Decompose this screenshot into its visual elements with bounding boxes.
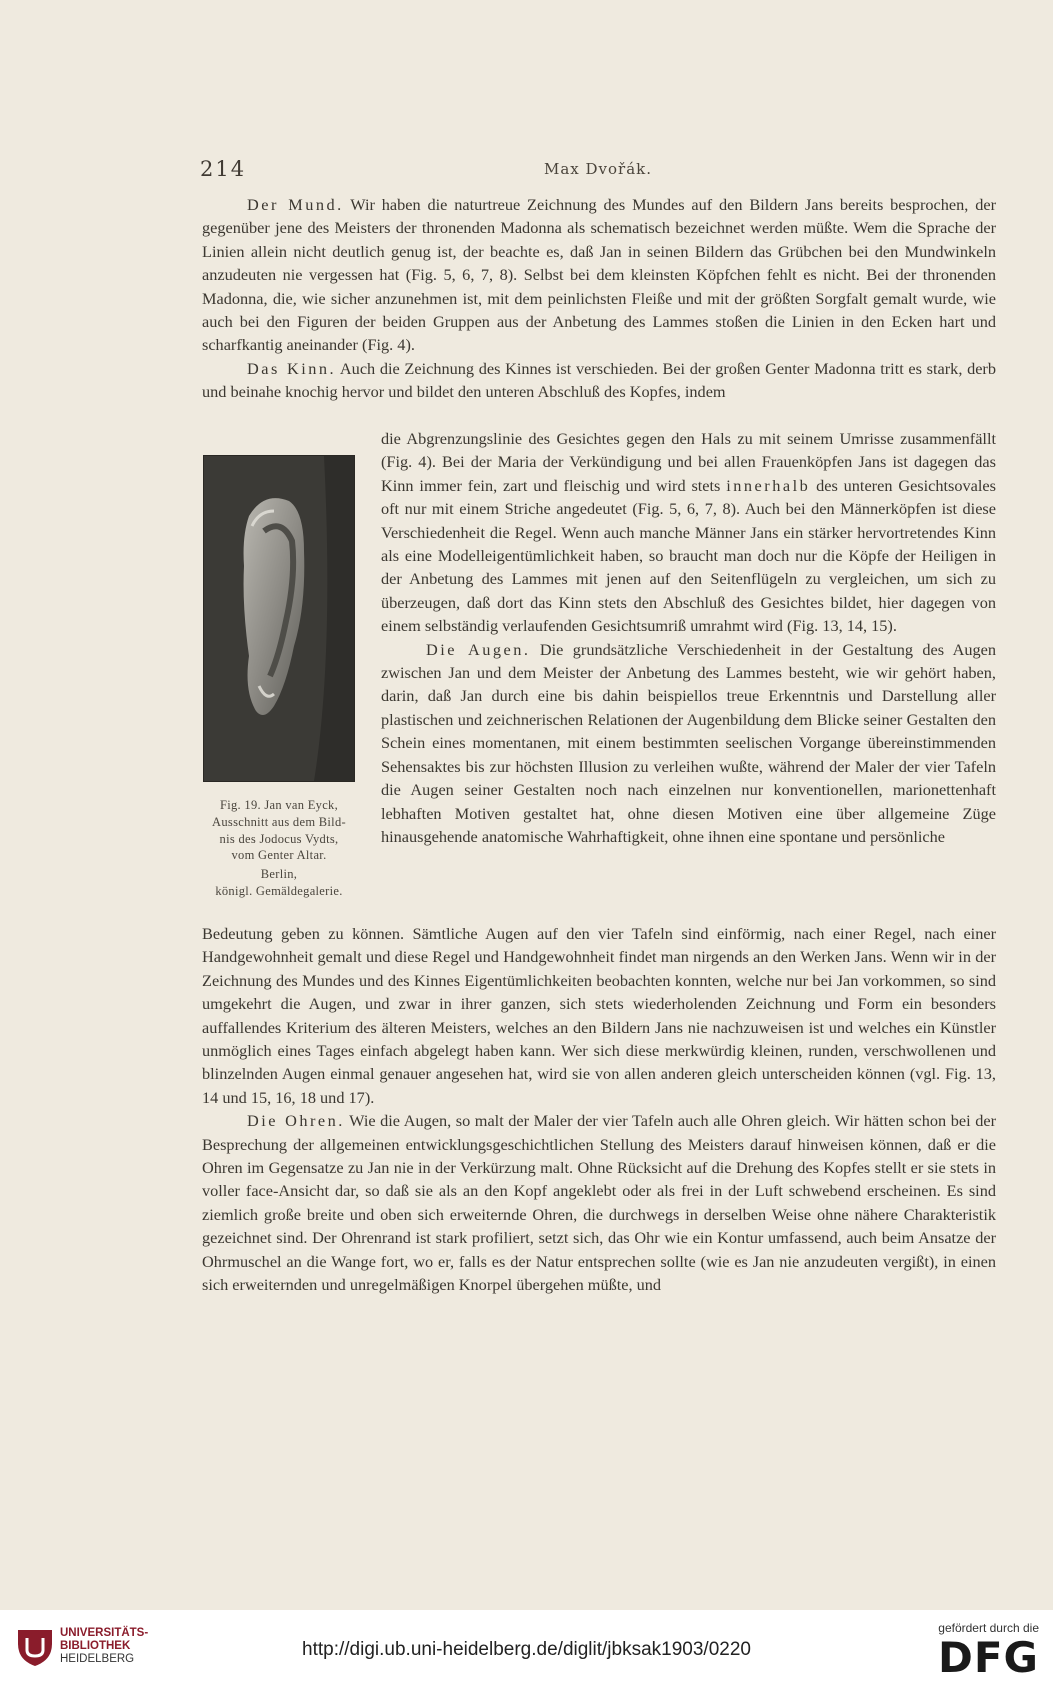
body-text-top [202, 193, 996, 404]
section-heading-eyes: Die Augen. [426, 639, 531, 659]
emphasized-word: innerhalb [726, 475, 811, 495]
permalink-url[interactable]: http://digi.ub.uni-heidelberg.de/diglit/jbksak1903/0220 [302, 1639, 751, 1660]
funding-note: gefördert durch die [938, 1621, 1039, 1635]
library-name-line: UNIVERSITÄTS- [60, 1627, 149, 1639]
caption-line: nis des Jodocus Vydts, [219, 831, 339, 846]
section-heading-chin: Das Kinn. [247, 358, 337, 378]
running-title: Max Dvořák. [543, 160, 653, 178]
figure-ear-image [203, 455, 355, 782]
figure-caption [190, 797, 368, 900]
paragraph-eyes [381, 638, 996, 849]
library-name-line: BIBLIOTHEK [60, 1640, 131, 1652]
paragraph-chin-continued [381, 427, 996, 638]
caption-line: Berlin, [260, 867, 298, 882]
page-header [200, 157, 996, 181]
body-text-bottom [202, 922, 996, 1297]
page-number: 214 [200, 157, 247, 181]
paragraph-eyes-continued [202, 922, 996, 1109]
paragraph-text: die Abgrenzungslinie des Gesichtes gegen den Hals zu mit seinem Umrisse zusammenfällt (Fig. 4). Bei der Maria der Verkündigung und bei allen Frauenköpfen Jans ist dagegen das Kinn immer fein, zart und fleischig und wird stets [381, 429, 996, 495]
dfg-logo: DFG [937, 1633, 1039, 1682]
ear-illustration [204, 456, 354, 781]
paragraph-text: des unteren Gesichtsovales oft nur mit einem Striche angedeutet (Fig. 5, 6, 7, 8). Auch bei den Männerköpfen ist diese Verschiedenheit die Regel. Wenn auch manche Männer Jans ein stärker hervortretendes Kinn als eine Modelleigentümlichkeit haben, so braucht man doch nur die Köpfe der Heiligen in der Anbetung des Lammes mit jenen auf den Seitenflügeln zu vergleichen, um sich zu überzeugen, daß dort das Kinn stets den Abschluß des Gesichtes bildet, hier dagegen von einem selbständig verlaufenden Gesichtsumriß umrahmt wird (Fig. 13, 14, 15). [381, 475, 996, 636]
caption-line: vom Genter Altar. [231, 848, 327, 863]
library-name-line: HEIDELBERG [60, 1653, 135, 1665]
paragraph-text: Die grundsätzliche Verschiedenheit in der Gestaltung des Augen zwischen Jan und dem Meister der Anbetung des Lammes besteht, wie wir gehört haben, darin, daß Jan durch eine bis dahin beispiellos treue Erkenntnis und Darstellung aller plastischen und zeichnerischen Relationen der Augenbildung dem Blicke seiner Gestalten den Schein eines momentanen, mit einem bestimmten seelischen Vorgange übereinstimmenden Sehensaktes bis zur höchsten Illusion zu verleihen wußte, während der Maler der vier Tafeln die Augen seiner Gestalten noch nach einzelnen nur konventionellen, marionettenhaft lebhaften Motiven gestaltet hat, ohne diesen Motiven eine über allgemeine Züge hinausgehende anatomische Wahrhaftigkeit, ohne ihnen eine spontane und persönliche [381, 639, 996, 846]
caption-line: Fig. 19. Jan van Eyck, [219, 798, 339, 812]
body-text-beside-figure [381, 427, 996, 848]
caption-line: Ausschnitt aus dem Bild- [212, 814, 346, 829]
section-heading-mouth: Der Mund. [247, 195, 344, 214]
paragraph-text: Wir haben die naturtreue Zeichnung des Mundes auf den Bildern Jans bereits besprochen, der gegenüber jene des Meisters der thronenden Madonna als schematisch bezeichnet werden müßte. Wem die Sprache der Linien allein nicht deutlich genug ist, der beachte es, daß Jan in seinen Bildern das Grübchen bei den Mundwinkeln anzudeuten nie vergessen hat (Fig. 5, 6, 7, 8). Selbst bei dem kleinsten Köpfchen fehlt es nicht. Bei der thronenden Madonna, die, wie sicher anzunehmen ist, mit dem peinlichsten Fleiße und mit der größten Sorgfalt gemalt wurde, wie auch bei den Figuren der beiden Gruppen aus der Anbetung des Lammes stoßen die Linien in den Ecken hart und scharfkantig aneinander (Fig. 4). [202, 195, 996, 355]
section-heading-ears: Die Ohren. [247, 1111, 345, 1131]
paragraph-text: Wie die Augen, so malt der Maler der vier Tafeln auch alle Ohren gleich. Wir hätten schon bei der Besprechung der allgemeinen entwicklungsgeschichtlichen Stellung des Meisters darauf hinweisen können, daß er die Ohren im Gegensatze zu Jan nie in der Verkürzung malt. Ohne Rücksicht auf die Drehung des Kopfes stellt er sie stets in voller face-Ansicht dar, so daß sie als an den Kopf angeklebt oder als frei in der Luft schwebend erscheinen. Es sind ziemlich große breite und oben sich erweiternde Ohren, die durchwegs in derselben Weise ohne nähere Charakteristik gezeichnet sind. Der Ohrenrand ist stark profiliert, setzt sich, das Ohr wie ein Kontur umfassend, auch beim Ansatze der Ohrmuschel an die Wange fort, wo er, falls es der Natur entsprechen sollte (wie es Jan nie anzudeuten vergißt), in einen sich erweiternden und unregelmäßigen Knorpel übergehen müßte, und [202, 1111, 996, 1295]
paragraph-chin [202, 357, 996, 404]
caption-line: königl. Gemäldegalerie. [215, 883, 343, 898]
digitization-footer [0, 1610, 1053, 1686]
paragraph-text: Auch die Zeichnung des Kinnes ist verschieden. Bei der großen Genter Madonna tritt es stark, derb und beinahe knochig hervor und bildet den unteren Abschluß des Kopfes, indem [202, 358, 996, 402]
paragraph-mouth [202, 193, 996, 357]
paragraph-text: Bedeutung geben zu können. Sämtliche Augen auf den vier Tafeln sind einförmig, nach einer Regel, nach einer Handgewohnheit gemalt und diese Regel und Handgewohnheit findet man nirgends an den Werken Jans. Wenn wir in der Zeichnung des Mundes und des Kinnes Eigentümlichkeiten beobachten konnten, welche nur bei Jan vorkommen, so sind umgekehrt die Augen, und zwar in ihrer ganzen, sich stets wiederholenden Zeichnung und Form ein besonders auffallendes Kriterium des älteren Meisters, welches an den Bildern Jans nie nachzuweisen ist und welches ein Künstler unmöglich eines Tages einfach abgelegt haben kann. Wer sich diese merkwürdig kleinen, runden, verschwollenen und blinzelnden Augen einmal genauer angesehen hat, wird sie von allen anderen gleich unterscheiden können (vgl. Fig. 13, 14 und 15, 16, 18 und 17). [202, 924, 996, 1107]
paragraph-ears [202, 1109, 996, 1296]
